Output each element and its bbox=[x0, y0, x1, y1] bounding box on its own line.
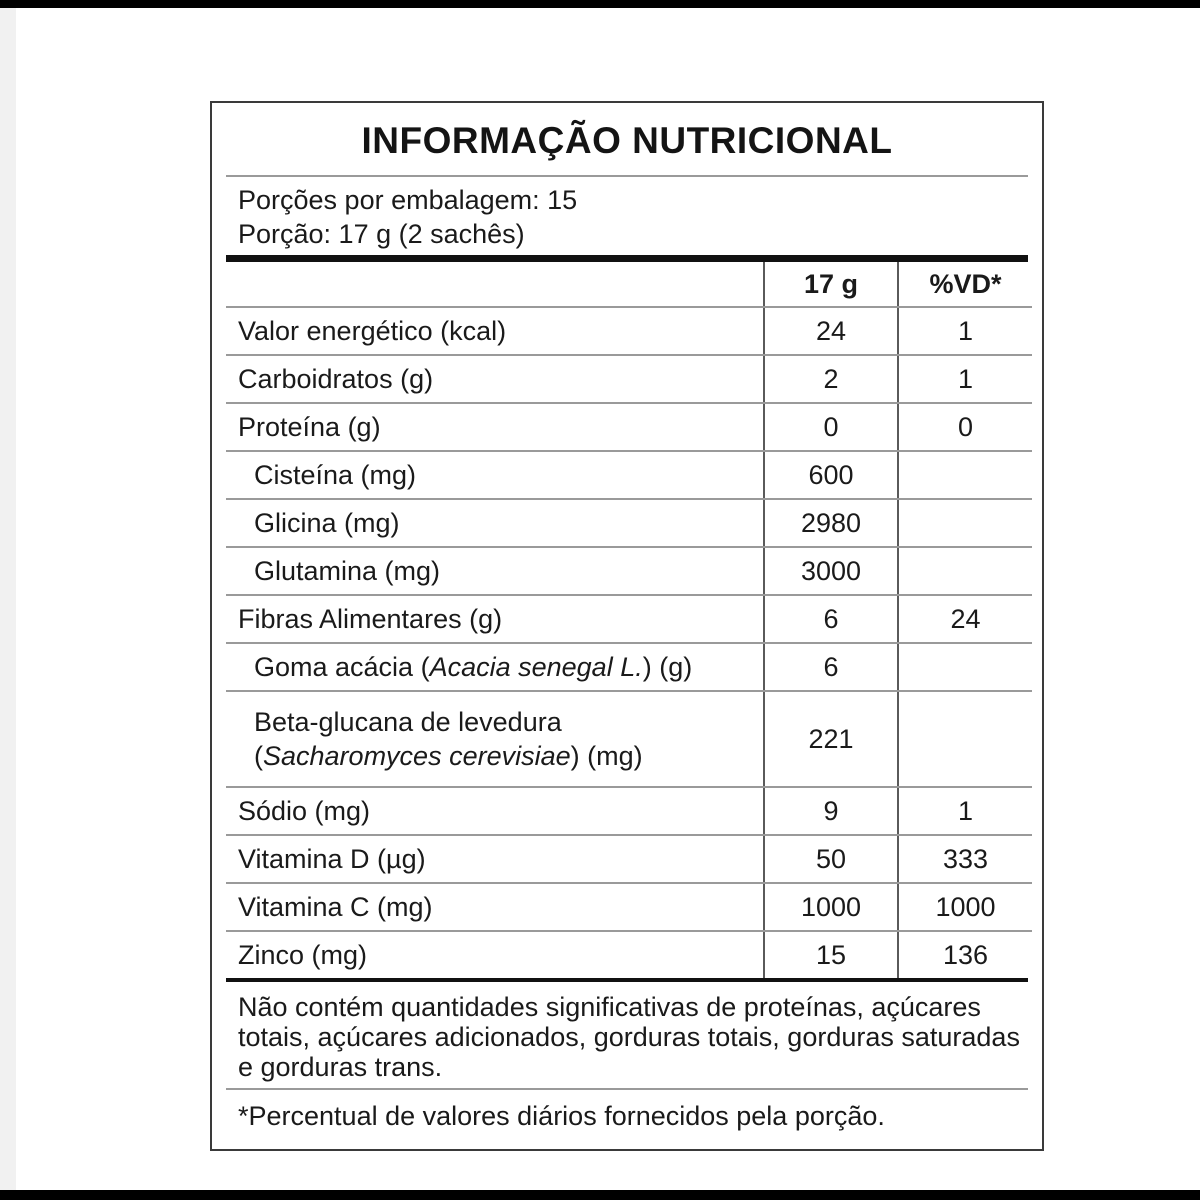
table-row bbox=[226, 499, 1032, 547]
name-prefix: Goma acácia ( bbox=[254, 651, 430, 682]
nutrient-vd: 136 bbox=[898, 931, 1032, 978]
table-row bbox=[226, 835, 1032, 883]
nutrient-amount: 0 bbox=[764, 403, 898, 451]
table-row bbox=[226, 355, 1032, 403]
nutrient-name: Carboidratos (g) bbox=[226, 355, 764, 403]
nutrient-vd: 1000 bbox=[898, 883, 1032, 931]
table-header-row bbox=[226, 262, 1032, 307]
nutrient-vd bbox=[898, 451, 1032, 499]
footnote: *Percentual de valores diários fornecidos pela porção. bbox=[238, 1101, 885, 1131]
table-row bbox=[226, 547, 1032, 595]
nutrient-vd: 333 bbox=[898, 835, 1032, 883]
nutrient-amount: 3000 bbox=[764, 547, 898, 595]
scientific-name: Acacia senegal L. bbox=[429, 651, 643, 682]
table-row bbox=[226, 403, 1032, 451]
nutrient-name: Zinco (mg) bbox=[238, 939, 368, 970]
nutrient-amount: 221 bbox=[764, 691, 898, 787]
nutrient-name: Sódio (mg) bbox=[226, 787, 764, 835]
nutrient-vd: 1 bbox=[898, 787, 1032, 835]
nutrient-name bbox=[226, 691, 764, 787]
label-title: INFORMAÇÃO NUTRICIONAL bbox=[226, 103, 1028, 177]
nutrient-vd: 1 bbox=[898, 307, 1032, 355]
name-prefix: ( bbox=[254, 741, 263, 771]
table-row bbox=[226, 643, 1032, 691]
nutrient-name bbox=[226, 643, 764, 691]
nutrient-name: Vitamina D (µg) bbox=[226, 835, 764, 883]
portion-info bbox=[226, 177, 1028, 255]
header-vd: %VD* bbox=[898, 262, 1032, 307]
nutrient-name: Glicina (mg) bbox=[226, 499, 764, 547]
nutrient-amount: 15 bbox=[764, 931, 898, 978]
table-row bbox=[226, 451, 1032, 499]
portion-size: Porção: 17 g (2 sachês) bbox=[238, 219, 525, 249]
name-line-2 bbox=[254, 739, 763, 773]
nutrient-vd: 1 bbox=[898, 355, 1032, 403]
name-line-1: Beta-glucana de levedura bbox=[254, 707, 562, 737]
nutrient-amount: 24 bbox=[764, 307, 898, 355]
nutrient-vd bbox=[898, 499, 1032, 547]
nutrition-label bbox=[210, 101, 1044, 1151]
name-suffix: ) (mg) bbox=[570, 741, 643, 771]
nutrient-name: Vitamina C (mg) bbox=[226, 883, 764, 931]
nutrient-amount: 6 bbox=[764, 595, 898, 643]
nutrient-name: Proteína (g) bbox=[226, 403, 764, 451]
header-amount: 17 g bbox=[764, 262, 898, 307]
page bbox=[0, 8, 1200, 1190]
table-row bbox=[226, 931, 1032, 978]
nutrient-name: Fibras Alimentares (g) bbox=[226, 595, 764, 643]
nutrition-table bbox=[226, 262, 1032, 978]
nutrient-amount: 50 bbox=[764, 835, 898, 883]
table-row bbox=[226, 595, 1032, 643]
nutrient-amount: 2980 bbox=[764, 499, 898, 547]
nutrient-name: Valor energético (kcal) bbox=[226, 307, 764, 355]
nutrient-amount: 9 bbox=[764, 787, 898, 835]
nutrient-vd bbox=[898, 643, 1032, 691]
scientific-name: Sacharomyces cerevisiae bbox=[263, 741, 571, 771]
table-row bbox=[226, 307, 1032, 355]
nutrient-vd bbox=[898, 547, 1032, 595]
portions-per-package: Porções por embalagem: 15 bbox=[238, 185, 578, 215]
nutrient-amount: 1000 bbox=[764, 883, 898, 931]
nutrient-vd bbox=[898, 691, 1032, 787]
nutrient-vd: 24 bbox=[898, 595, 1032, 643]
table-row bbox=[226, 883, 1032, 931]
nutrient-amount: 6 bbox=[764, 643, 898, 691]
nutrient-name: Glutamina (mg) bbox=[226, 547, 764, 595]
nutrient-name: Cisteína (mg) bbox=[226, 451, 764, 499]
table-row bbox=[226, 691, 1032, 787]
nutrient-amount: 600 bbox=[764, 451, 898, 499]
header-blank bbox=[226, 262, 764, 307]
nutrient-amount: 2 bbox=[764, 355, 898, 403]
name-suffix: ) (g) bbox=[642, 651, 693, 682]
nutrient-vd: 0 bbox=[898, 403, 1032, 451]
disclaimer-note: Não contém quantidades significativas de proteínas, açúcares totais, açúcares adicionados, gorduras totais, gorduras saturadas e gorduras trans. bbox=[226, 982, 1028, 1090]
thick-divider bbox=[226, 255, 1028, 262]
table-row bbox=[226, 787, 1032, 835]
